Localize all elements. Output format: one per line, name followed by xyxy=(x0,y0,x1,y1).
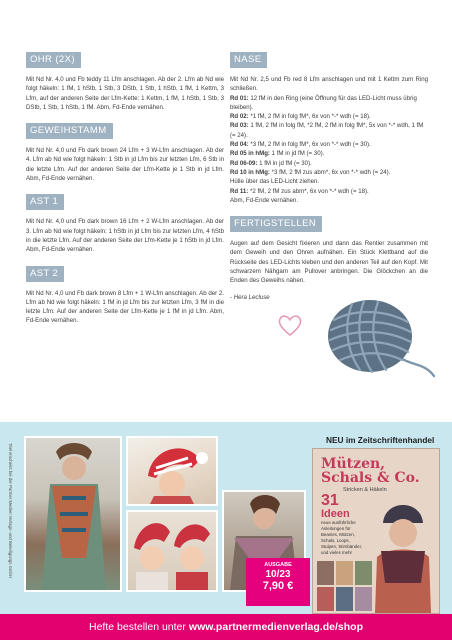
section-heading: OHR (2X) xyxy=(26,52,81,68)
round-row xyxy=(230,196,428,205)
round-row xyxy=(230,94,428,113)
round-text: Hülle über das LED-Licht ziehen. xyxy=(230,178,320,186)
round-label: Rd 01: xyxy=(230,94,249,102)
yarn-ball-icon xyxy=(322,290,440,382)
issue-number: 10/23 xyxy=(265,569,291,580)
round-row xyxy=(230,159,428,168)
section-ast-2 xyxy=(26,263,224,326)
right-column xyxy=(230,49,428,301)
heart-icon xyxy=(276,312,304,338)
magazine-cover[interactable] xyxy=(312,448,440,614)
round-label: Rd 05 in hMg: xyxy=(230,150,270,158)
magazine-subtitle: Stricken & Häkeln xyxy=(343,487,387,493)
author-signature: - Hera Lecluse xyxy=(230,293,270,301)
publisher-note: Titel erscheint bei der Partner Medien Verlags- und Beteiligungs GmbH xyxy=(8,442,14,578)
section-text: Mit Nd Nr. 2,5 und Fb red 8 Lfm anschlagen und mit 1 Kettm zum Ring schließen. xyxy=(230,76,428,93)
round-label: Rd 06-09: xyxy=(230,159,258,167)
round-label: Rd 04: xyxy=(230,141,249,149)
left-column xyxy=(26,49,224,334)
round-text: 1 fM in jd fM (= 30). xyxy=(269,150,325,158)
price-value: 7,90 € xyxy=(262,580,294,592)
round-text: 1 fM, 2 fM in folg fM, *2 fM, 2 fM in folg fM*, 5x von *-* wdh, 1 fM (= 24). xyxy=(230,122,424,139)
round-label: Rd 10 in hMg: xyxy=(230,168,270,176)
section-text: Augen auf dem Gesicht fixieren und dann das Rentier zusammen mit dem Geweih und den Ohren aufnähen. Ein Stück Klettband auf die Rückseite des LED-Lichts kleben und den anderen Teil auf den Kopf. Mit schwarzem Nähgarn am Pullover anbringen. Die Glöckchen an die Enden des Geweihs nähen. xyxy=(230,240,428,285)
photo-woman-scarf xyxy=(24,436,122,592)
round-label: Rd 03: xyxy=(230,122,249,130)
round-text: Abm, Fd-Ende vernähen. xyxy=(230,196,299,204)
section-ohr xyxy=(26,49,224,112)
round-label: Rd 02: xyxy=(230,113,249,121)
price-label: AUSGABE xyxy=(264,562,292,568)
round-row xyxy=(230,140,428,149)
order-prefix: Hefte bestellen unter xyxy=(89,621,186,633)
round-row xyxy=(230,168,428,177)
magazine-cover-thumbnails xyxy=(317,561,373,613)
ad-side-note xyxy=(2,430,20,590)
round-row xyxy=(230,112,428,121)
magazine-number: 31 xyxy=(321,492,339,509)
round-text: *3 fM, 2 fM in folg fM*, 6x von *-* wdh (= 30). xyxy=(248,141,371,149)
magazine-lead xyxy=(321,492,367,556)
round-text: *3 fM, 2 fM zus abm*, 6x von *-* wdh (= 24). xyxy=(269,168,391,176)
round-text: 12 fM in den Ring (eine Öffnung für das LED-Licht muss übrig bleiben). xyxy=(230,94,417,111)
round-row xyxy=(230,187,428,196)
round-row xyxy=(230,121,428,140)
section-text: Mit Nd Nr. 4,0 und Fb dark brown 16 Lfm + 2 W-Lfm anschlagen. Ab der 3. Lfm ab Nd wie folgt häkeln: 1 hStb in jd Lfm bis zur letzten Lfm, 4 hStb in die letzte Lfm. Auf der anderen Seite der Lfm-Kette je 1 hStb in jd Lfm. Abm, Fd-Ende vernähen. xyxy=(26,218,224,254)
photo-children-hats xyxy=(126,510,218,592)
section-heading: AST 2 xyxy=(26,266,64,282)
magazine-title: Mützen, Schals & Co. xyxy=(321,456,420,486)
photo-child-hat xyxy=(126,436,218,506)
section-heading: GEWEIHSTAMM xyxy=(26,123,113,139)
round-row xyxy=(230,149,428,158)
ad-headline: NEU im Zeitschriftenhandel xyxy=(326,435,435,445)
section-text: Mit Nd Nr. 4,0 und Fb dark brown 8 Lfm + 1 W-Lfm anschlagen. Ab der 2. Lfm ab Nd wie folgt häkeln: 1 fM in jd Lfm bis zur letzten Lfm, 3 fM in die letzte Lfm. Auf der anderen Seite der Lfm-Kette je 1 fM in jd Lfm. Abm, Fd-Ende vernähen. xyxy=(26,289,224,325)
round-text: *1 fM, 2 fM in folg fM*, 6x von *-* wdh (= 18). xyxy=(248,113,371,121)
order-url-link[interactable]: www.partnermedienverlag.de/shop xyxy=(188,621,363,633)
section-heading: AST 1 xyxy=(26,194,64,210)
round-text: 1 fM in jd fM (= 30). xyxy=(257,159,312,167)
round-text: *2 fM, 2 fM zus abm*, 6x von *-* wdh (= 18). xyxy=(248,187,369,195)
section-fertigstellen xyxy=(230,213,428,300)
price-badge xyxy=(246,558,310,606)
round-row xyxy=(230,177,428,186)
magazine-cover-photo xyxy=(367,493,439,613)
section-geweihstamm xyxy=(26,120,224,183)
section-nase xyxy=(230,49,428,205)
order-banner[interactable] xyxy=(0,614,452,640)
magazine-lead-text: neue ausführliche Anleitungen für Beanies, Mützen, Schals, Loops, Stulpen, Stirnbänder, und vieles mehr xyxy=(321,520,363,555)
section-ast-1 xyxy=(26,191,224,254)
section-heading: FERTIGSTELLEN xyxy=(230,216,322,232)
section-text: Mit Nd Nr. 4,0 und Fb dark brown 24 Lfm + 3 W-Lfm anschlagen. Ab der 4. Lfm ab Nd wie folgt häkeln: 1 Stb in jd Lfm bis zur letzten Lfm, 6 Stb in die letzte Lfm. Auf der anderen Seite der Lfm-Kette je 1 Stb in jd Lfm. Abm, Fd-Ende vernähen. xyxy=(26,147,224,183)
round-list xyxy=(230,94,428,206)
magazine-ideas: Ideen xyxy=(321,508,350,520)
round-label: Rd 11: xyxy=(230,187,249,195)
section-heading: NASE xyxy=(230,52,267,68)
section-text: Mit Nd Nr. 4,0 und Fb teddy 11 Lfm anschlagen. Ab der 2. Lfm ab Nd wie folgt häkeln: 1 fM, 1 hStb, 1 Stb, 3 DStb, 1 Stb, 1 hStb, 1 fM, 1 Kettm, 3 Lfm, auf der anderen Seite der Lfm-Kette: 1 Kettm, 1 fM, 1 hStb, 1 Stb, 3 DStb, 1 Stb, 1 hStb, 1 fM. Abm, Fd-Ende vernähen. xyxy=(26,76,224,111)
